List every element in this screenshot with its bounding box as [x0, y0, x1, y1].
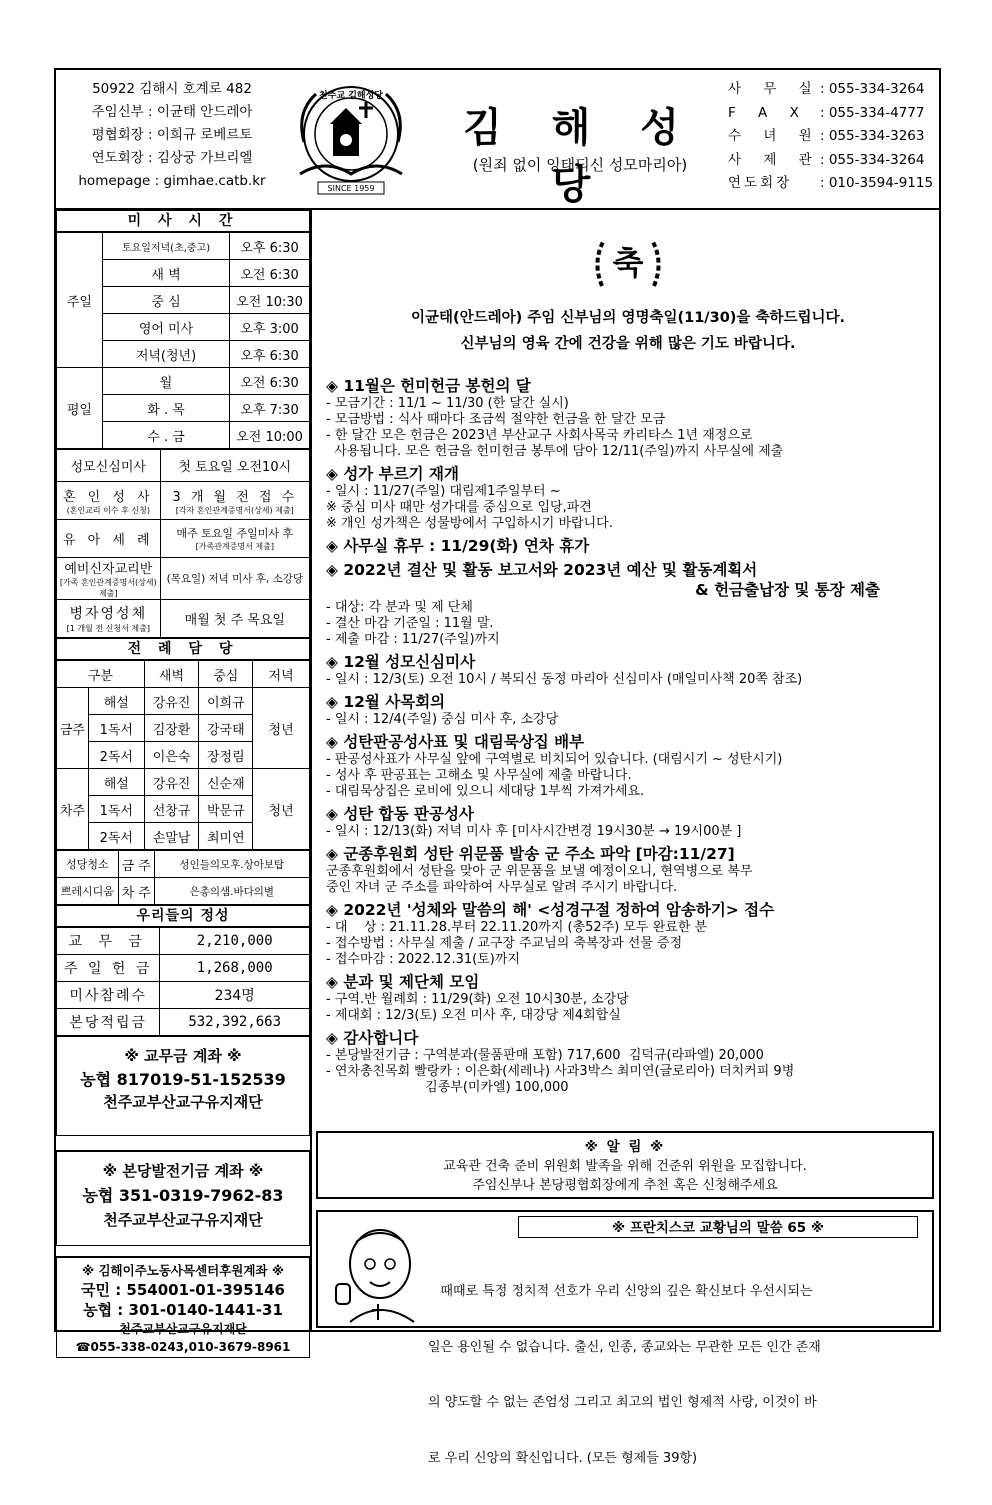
text-line: 김종부(미카엘) 100,000 — [326, 1080, 569, 1095]
table-cell: 쁘레시디움 — [57, 878, 119, 905]
announcement-box: ※ 알 림 ※ 교육관 건축 준비 위원회 발족을 위해 건준위 위원을 모집합니다. 주임신부나 본당평협회장에게 추천 혹은 신청해주세요 — [316, 1131, 934, 1199]
table-cell: (목요일) 저녁 미사 후, 소강당 — [160, 558, 309, 600]
table-cell: 교 무 금 — [57, 928, 160, 955]
table-cell: 오후 6:30 — [230, 233, 310, 260]
contact-value: : 055-334-3264 — [820, 81, 925, 97]
liturgy-heading: 전 례 담 당 — [56, 638, 310, 660]
table-cell: 532,392,663 — [160, 1009, 310, 1036]
text-line: ◈ 분과 및 제단체 모임 — [326, 973, 480, 991]
left-column — [56, 210, 310, 1358]
table-cell: 2독서 — [88, 742, 144, 769]
table-cell: 234명 — [160, 982, 310, 1009]
table-cell: 장정림 — [199, 742, 253, 769]
table-cell: 이은숙 — [144, 742, 199, 769]
contact-value: : 055-334-3263 — [820, 128, 925, 144]
notice-item — [326, 972, 936, 1024]
table-cell: 은총의샘.바다의별 — [154, 878, 309, 905]
table-cell: 저녁(청년) — [102, 341, 229, 368]
table-cell: 저녁 — [253, 661, 310, 688]
table-cell: 최미연 — [199, 823, 253, 850]
celebration-wreath — [590, 228, 666, 298]
logo-text: 천주교 김해성당 — [319, 91, 383, 101]
contact-label: 사 무 실 — [728, 81, 821, 97]
text-line: - 제대회 : 12/3(토) 오전 미사 후, 대강당 제4회합실 — [326, 1008, 621, 1023]
parish-subtitle: (원죄 없이 잉태되신 성모마리아) — [472, 156, 688, 174]
table-cell: 1독서 — [88, 715, 144, 742]
table-cell: 매주 토요일 주일미사 후 [가족관계증명서 제출] — [160, 520, 309, 558]
table-cell: 화 . 목 — [102, 395, 229, 422]
text-line: ◈ 2022년 결산 및 활동 보고서와 2023년 예산 및 활동계획서 — [326, 561, 758, 579]
homepage-link[interactable]: homepage : gimhae.catb.kr — [78, 173, 266, 189]
text-line: - 판공성사표가 사무실 앞에 구역별로 비치되어 있습니다. (대림시기 ~ 성탄시기) — [326, 752, 783, 767]
text-line: - 대 상 : 21.11.28.부터 22.11.20까지 (총52주) 모두 완료한 분 — [326, 920, 708, 935]
table-cell: 차 주 — [118, 878, 154, 905]
text-line: - 결산 마감 기준일 : 11월 말. — [326, 616, 494, 631]
table-cell: 김장환 — [144, 715, 199, 742]
parish-logo — [286, 82, 416, 200]
text-line: 농협 351-0319-7962-83 — [82, 1186, 284, 1205]
text-line: ◈ 2022년 '성체와 말씀의 해' <성경구절 정하여 암송하기> 접수 — [326, 901, 775, 919]
table-cell: 월 — [102, 368, 229, 395]
text-line: - 일시 : 11/27(주일) 대림제1주일부터 ~ — [326, 484, 561, 499]
notice-item — [326, 652, 936, 688]
table-cell: 새 벽 — [102, 260, 229, 287]
contact-label: 사 제 관 — [728, 151, 821, 168]
logo-since: SINCE 1959 — [327, 184, 375, 193]
text-line: ◈ 12월 성모신심미사 — [326, 653, 476, 671]
text-line: - 성사 후 판공표는 고해소 및 사무실에 제출 바랍니다. — [326, 768, 632, 783]
text-line: ☎055-338-0243,010-3679-8961 — [75, 1340, 291, 1354]
table-cell: 예비신자교리반 [가족 혼인관계증명서(상세) 제출] — [57, 558, 161, 600]
column-divider — [310, 210, 312, 1332]
table-cell: 오후 7:30 — [230, 395, 310, 422]
text-line: - 모금방법 : 식사 때마다 조금씩 절약한 헌금을 한 달간 모금 — [326, 412, 666, 427]
table-cell: 금 주 — [118, 851, 154, 878]
text-line: ◈ 성가 부르기 재개 — [326, 465, 459, 483]
table-cell: 첫 토요일 오전10시 — [160, 450, 309, 482]
parish-title: 김 해 성 당 — [463, 105, 697, 208]
celebration-message: 이균태(안드레아) 주임 신부님의 영명축일(11/30)을 축하드립니다. 신부님의 영육 간에 건강을 위해 많은 기도 바랍니다. — [410, 310, 846, 352]
table-cell: 해설 — [88, 688, 144, 715]
table-cell: 본당적립금 — [57, 1009, 160, 1036]
table-cell: 강유진 — [144, 688, 199, 715]
text-line: - 구역.반 월례회 : 11/29(화) 오전 10시30분, 소강당 — [326, 992, 629, 1007]
text-line: ◈ 11월은 헌미헌금 봉헌의 달 — [326, 377, 531, 395]
text-line: - 대림묵상집은 로비에 있으니 세대당 1부씩 가져가세요. — [326, 784, 645, 799]
contact-list — [728, 78, 938, 196]
table-cell: 박문규 — [199, 796, 253, 823]
table-cell: 영어 미사 — [102, 314, 229, 341]
text-line: & 헌금출납장 및 통장 제출 — [695, 581, 880, 599]
notice-item — [326, 536, 936, 556]
text-line: ※ 개인 성가책은 성물방에서 구입하시기 바랍니다. — [326, 516, 613, 531]
text-line: 농협 817019-51-152539 — [80, 1070, 286, 1089]
contact-label: F A X — [728, 104, 808, 121]
table-cell: 강유진 — [144, 769, 199, 796]
notice-item — [326, 900, 936, 968]
notice-item — [326, 560, 936, 648]
text-line: - 제출 마감 : 11/27(주일)까지 — [326, 632, 500, 647]
text-line: - 일시 : 12/4(주일) 중심 미사 후, 소강당 — [326, 712, 559, 727]
sacrament-table — [56, 449, 310, 638]
table-cell: 오전 6:30 — [230, 260, 310, 287]
offering-heading: 우리들의 정성 — [56, 905, 310, 927]
yeondo-president: 연도회장 : 김상궁 가브리엘 — [91, 150, 253, 166]
text-line: ◈ 군종후원회 성탄 위문품 발송 군 주소 파악 [마감:11/27] — [326, 845, 735, 863]
notice-item — [326, 732, 936, 800]
sunday-label: 주일 — [57, 233, 103, 368]
table-cell: 강국태 — [199, 715, 253, 742]
text-line: 사용됩니다. 모은 헌금을 헌미헌금 봉투에 담아 12/11(주일)까지 사무실에 제출 — [326, 444, 784, 459]
celebration-badge: 축 — [612, 244, 644, 282]
mass-heading: 미 사 시 간 — [56, 210, 310, 232]
notice-item — [326, 804, 936, 840]
table-cell: 유 아 세 례 — [57, 520, 161, 558]
table-cell: 금주 — [57, 688, 89, 769]
contact-value: : 055-334-4777 — [820, 104, 925, 121]
text-line: ※ 교무금 계좌 ※ — [124, 1047, 242, 1065]
text-line: ◈ 성탄 합동 판공성사 — [326, 805, 474, 823]
parish-info — [62, 78, 282, 193]
notice-item — [326, 376, 936, 460]
table-cell: 새벽 — [144, 661, 199, 688]
text-line: 군종후원회에서 성탄을 맞아 군 위문품을 보낼 예정이오니, 현역병으로 복무 — [326, 864, 753, 879]
text-line: ※ 김해이주노동사목센터후원계좌 ※ — [81, 1263, 285, 1278]
table-cell: 혼 인 성 사 (혼인교리 이수 후 신청) — [57, 482, 161, 520]
table-cell: 병자영성체 [1 개월 전 신청서 제출] — [57, 600, 161, 638]
text-line: - 한 달간 모은 헌금은 2023년 부산교구 사회사목국 카리타스 1년 재정으로 — [326, 428, 753, 443]
table-cell: 이희규 — [199, 688, 253, 715]
account-box-migrant — [56, 1256, 310, 1358]
account-box-development — [56, 1150, 310, 1246]
text-line: - 일시 : 12/13(화) 저녁 미사 후 [미사시간변경 19시30분 → 19시00분 ] — [326, 824, 742, 839]
table-cell: 오후 3:00 — [230, 314, 310, 341]
text-line: - 일시 : 12/3(토) 오전 10시 / 복되신 동정 마리아 신심미사 (매일미사책 20쪽 참조) — [326, 672, 803, 687]
table-cell: 신순재 — [199, 769, 253, 796]
table-cell: 오후 6:30 — [230, 341, 310, 368]
table-cell: 3 개 월 전 접 수 [각자 혼인관계증명서(상세) 제출] — [160, 482, 309, 520]
table-cell: 수 . 금 — [102, 422, 229, 449]
table-cell: 손말남 — [144, 823, 199, 850]
text-line: - 접수방법 : 사무실 제출 / 교구장 주교님의 축복장과 선물 증정 — [326, 936, 683, 951]
table-cell: 중 심 — [102, 287, 229, 314]
contact-value: : 010-3594-9115 — [820, 175, 934, 191]
pastor: 주임신부 : 이균태 안드레아 — [91, 104, 253, 120]
contact-label: 연도회장 — [728, 175, 793, 191]
text-line: ◈ 성탄판공성사표 및 대림묵상집 배부 — [326, 733, 585, 751]
table-cell: 매월 첫 주 목요일 — [160, 600, 309, 638]
table-cell: 1,268,000 — [160, 955, 310, 982]
text-line: - 모금기간 : 11/1 ~ 11/30 (한 달간 실시) — [326, 396, 569, 411]
table-cell: 오전 10:00 — [230, 422, 310, 449]
weekday-label: 평일 — [57, 368, 103, 449]
text-line: ◈ 12월 사목회의 — [326, 693, 446, 711]
text-line: ◈ 감사합니다 — [326, 1029, 419, 1047]
table-cell: 오전 10:30 — [230, 287, 310, 314]
pope-quote-text: 때때로 특정 정치적 선호가 우리 신앙의 깊은 확신보다 우선시되는 일은 용인될 수 없습니다. 출신, 인종, 종교와는 무관한 모든 인간 존재 의 양도할 수 없는 존엄성 그리고 최고의 법인 형제적 사랑, 이것이 바 로 우리 신앙의 확신입니다. (모든 형제들 39항) — [428, 1284, 821, 1466]
table-cell: 주 일 헌 금 — [57, 955, 160, 982]
table-cell: 중심 — [199, 661, 253, 688]
contact-value: : 055-334-3264 — [820, 151, 925, 168]
table-cell: 토요일저녁(초,중고) — [102, 233, 229, 260]
table-cell: 차주 — [57, 769, 89, 850]
text-line: 천주교부산교구유지재단 — [103, 1093, 263, 1111]
account-box-offering — [56, 1036, 310, 1136]
council-president: 평협회장 : 이희규 로베르토 — [91, 127, 253, 143]
pope-quote-box — [316, 1210, 934, 1466]
table-cell: 성당청소 — [57, 851, 119, 878]
contact-label: 수 녀 원 — [728, 128, 821, 144]
table-cell: 구분 — [57, 661, 145, 688]
text-line: 국민 : 554001-01-395146 — [81, 1281, 285, 1299]
table-cell: 2독서 — [88, 823, 144, 850]
notice-list — [326, 376, 936, 1096]
text-line: 천주교부산교구유지재단 — [103, 1211, 263, 1229]
text-line: 중인 자녀 군 주소를 파악하여 사무실로 알려 주시기 바랍니다. — [326, 880, 678, 895]
cleaning-table — [56, 850, 310, 905]
table-cell: 청년 — [253, 769, 310, 850]
text-line: 농협 : 301-0140-1441-31 — [83, 1301, 283, 1319]
table-cell: 1독서 — [88, 796, 144, 823]
table-cell: 오전 6:30 — [230, 368, 310, 395]
table-cell: 미사참례수 — [57, 982, 160, 1009]
pope-cartoon-icon — [332, 1222, 424, 1324]
announcement-title: ※ 알 림 ※ — [584, 1139, 666, 1155]
text-line: ※ 본당발전기금 계좌 ※ — [102, 1162, 264, 1180]
liturgy-table — [56, 660, 310, 850]
pope-quote-title: ※ 프란치스코 교황님의 말씀 65 ※ — [518, 1216, 918, 1238]
address: 50922 김해시 호계로 482 — [92, 81, 252, 97]
notice-item — [326, 1028, 936, 1096]
notice-item — [326, 464, 936, 532]
offering-table — [56, 927, 310, 1036]
text-line: - 연차총친목회 빨랑카 : 이은화(세레나) 사과3박스 최미연(글로리아) 더치커피 9병 — [326, 1064, 795, 1079]
text-line: ※ 중심 미사 때만 성가대를 중심으로 입당,파견 — [326, 500, 592, 515]
text-line: - 대상: 각 분과 및 제 단체 — [326, 600, 473, 615]
text-line: 천주교부산교구유지재단 — [119, 1322, 247, 1336]
text-line: - 접수마감 : 2022.12.31(토)까지 — [326, 952, 520, 967]
table-cell: 2,210,000 — [160, 928, 310, 955]
table-cell: 성모신심미사 — [57, 450, 161, 482]
table-cell: 청년 — [253, 688, 310, 769]
notice-item — [326, 844, 936, 896]
table-cell: 성인들의모후.상아보탑 — [154, 851, 309, 878]
notice-item — [326, 692, 936, 728]
text-line: - 본당발전기금 : 구역분과(물품판매 포함) 717,600 김덕규(라파엘) 20,000 — [326, 1048, 764, 1063]
text-line: ◈ 사무실 휴무 : 11/29(화) 연차 휴가 — [326, 537, 590, 555]
mass-table — [56, 232, 310, 449]
table-cell: 해설 — [88, 769, 144, 796]
table-cell: 선창규 — [144, 796, 199, 823]
